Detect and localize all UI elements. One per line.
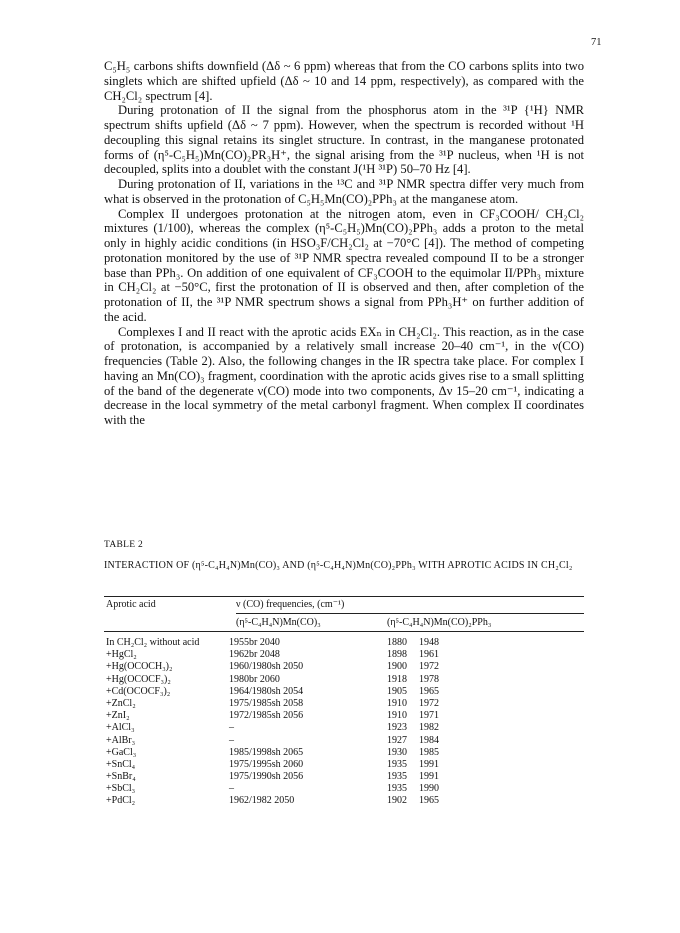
table-cell: 1985/1998sh 2065 [229,746,304,758]
table-cell: 1930 [387,746,407,758]
table-cell: 1927 [387,734,407,746]
table-cell: – [229,722,234,734]
table-cell: 1975/1990sh 2056 [229,771,304,783]
table-cell: +Hg(OCOCF₃)₂ [106,673,171,685]
table-header-subrule [236,613,584,614]
table-cell: 1991 [419,771,439,783]
table-cell: 1972 [419,661,439,673]
table-cell: 1902 [387,795,407,807]
table-cell: – [229,783,234,795]
table-cell: 1965 [419,685,439,697]
paragraph: During protonation of II, variations in the ¹³C and ³¹P NMR spectra differ very much from what is observed in the protonation of C₅H₅Mn(CO)₂PPh₃ at the manganese atom. [104,177,584,206]
table-row [104,637,584,649]
table-header-complex-2: (η⁵-C₄H₄N)Mn(CO)₂PPh₃ [387,617,492,628]
table-cell: 1971 [419,710,439,722]
table-row [104,795,584,807]
table-cell: +ZnCl₂ [106,697,136,709]
table-cell: +SbCl₃ [106,783,136,795]
table-cell: 1910 [387,710,407,722]
table-cell: +GaCl₃ [106,746,137,758]
table-cell: – [229,734,234,746]
table-cell: 1991 [419,758,439,770]
paragraph: During protonation of II the signal from the phosphorus atom in the ³¹P {¹H} NMR spectrum shifts upfield (Δδ ~ 7 ppm). However, when the spectrum is recorded without ¹H decoupling this signal retains its singlet structure. In contrast, in the manganese protonated forms of (η⁵-C₅H₅)Mn(CO)₂PR₃H⁺, the signal arising from the ³¹P nucleus, when ¹H is not decoupled, splits into a doublet with the constant J(¹H ³¹P) 50–70 Hz [4]. [104,103,584,177]
table-row [104,771,584,783]
table-cell: 1975/1985sh 2058 [229,697,304,709]
table-header-rule [104,631,584,632]
table-cell: 1965 [419,795,439,807]
table-row [104,710,584,722]
table-cell: +ZnI₂ [106,710,130,722]
table-cell: 1975/1995sh 2060 [229,758,304,770]
table-cell: +AlCl₃ [106,722,135,734]
table-row [104,649,584,661]
paragraph: C₅H₅ carbons shifts downfield (Δδ ~ 6 ppm) whereas that from the CO carbons splits into two singlets which are shifted upfield (Δδ ~ 10 and 14 ppm, respectively), as compared with the CH₂Cl₂ spectrum [4]. [104,59,584,103]
table-cell: 1955br 2040 [229,637,280,648]
table-cell: 1918 [387,673,407,685]
table-cell: 1935 [387,758,407,770]
table-cell: 1935 [387,771,407,783]
paragraph: Complexes I and II react with the aprotic acids EXₙ in CH₂Cl₂. This reaction, as in the case of protonation, is accompanied by a relatively small increase 20–40 cm⁻¹, in the ν(CO) frequencies (Table 2). Also, the following changes in the IR spectra take place. For complex I having an Mn(CO)₃ fragment, coordination with the aprotic acids gives rise to a small splitting of the band of the degenerate ν(CO) mode into two components, Δν 15–20 cm⁻¹, indicating a decrease in the local symmetry of the metal carbonyl fragment. When complex II coordinates with the [104,324,584,427]
table-header-aprotic-acid: Aprotic acid [106,599,156,610]
table-cell: +Hg(OCOCH₃)₂ [106,661,173,673]
table-row [104,735,584,747]
table-cell: +PdCl₂ [106,795,136,807]
table-row [104,698,584,710]
table-cell: 1910 [387,697,407,709]
table-cell: 1984 [419,734,439,746]
table-cell: 1985 [419,746,439,758]
table-row [104,747,584,759]
table-cell: +SnBr₄ [106,771,136,783]
body-text [104,59,584,428]
page-number: 71 [591,37,602,48]
table-label: TABLE 2 [104,540,144,550]
table-cell: 1964/1980sh 2054 [229,685,304,697]
table-cell: 1905 [387,685,407,697]
table-cell: 1982 [419,722,439,734]
table-cell: 1962/1982 2050 [229,795,295,807]
table-cell: 1923 [387,722,407,734]
paragraph: Complex II undergoes protonation at the nitrogen atom, even in CF₃COOH/ CH₂Cl₂ mixtures (1/100), whereas the complex (η⁵-C₅H₅)Mn(CO)₂PPh₃ adds a proton to the metal only in highly acidic conditions (in HSO₃F/CH₂Cl₂ at −70°C [4]). The method of competing protonation monitored by the use of ³¹P NMR spectra revealed compound II to be a stronger base than PPh₃. On addition of one equivalent of CF₃COOH to the equimolar II/PPh₃ mixture in CH₂Cl₂ at −50°C, first the protonation of II is observed and then, after completion of the protonation of II, the ³¹P NMR spectrum shows a signal from PPh₃H⁺ on further addition of the acid. [104,206,584,324]
table-cell: +SnCl₄ [106,758,136,770]
table-row [104,722,584,734]
table-cell: 1948 [419,637,439,648]
table-row [104,686,584,698]
table-header-complex-1: (η⁵-C₄H₄N)Mn(CO)₃ [236,617,321,628]
table-cell: 1972 [419,697,439,709]
table-cell: 1961 [419,649,439,661]
table-cell: +AlBr₃ [106,734,136,746]
table-cell: 1960/1980sh 2050 [229,661,304,673]
table-cell: 1880 [387,637,407,648]
table-body [104,637,584,808]
table-row [104,661,584,673]
table-cell: 1962br 2048 [229,649,280,661]
table-cell: In CH₂Cl₂ without acid [106,637,200,648]
table-row [104,759,584,771]
table-cell: +Cd(OCOCF₃)₂ [106,685,171,697]
table-row [104,674,584,686]
table-cell: 1990 [419,783,439,795]
table-cell: 1898 [387,649,407,661]
table-cell: 1972/1985sh 2056 [229,710,304,722]
table-cell: 1900 [387,661,407,673]
table-title: INTERACTION OF (η⁵-C₄H₄N)Mn(CO)₃ AND (η⁵-C₄H₄N)Mn(CO)₂PPh₃ WITH APROTIC ACIDS IN CH₂Cl₂ [104,560,573,571]
table-row [104,783,584,795]
table-cell: 1978 [419,673,439,685]
table-header-frequencies: ν (CO) frequencies, (cm⁻¹) [236,599,345,610]
table-cell: 1935 [387,783,407,795]
table-cell: +HgCl₂ [106,649,137,661]
table-top-rule [104,596,584,597]
table-cell: 1980br 2060 [229,673,280,685]
